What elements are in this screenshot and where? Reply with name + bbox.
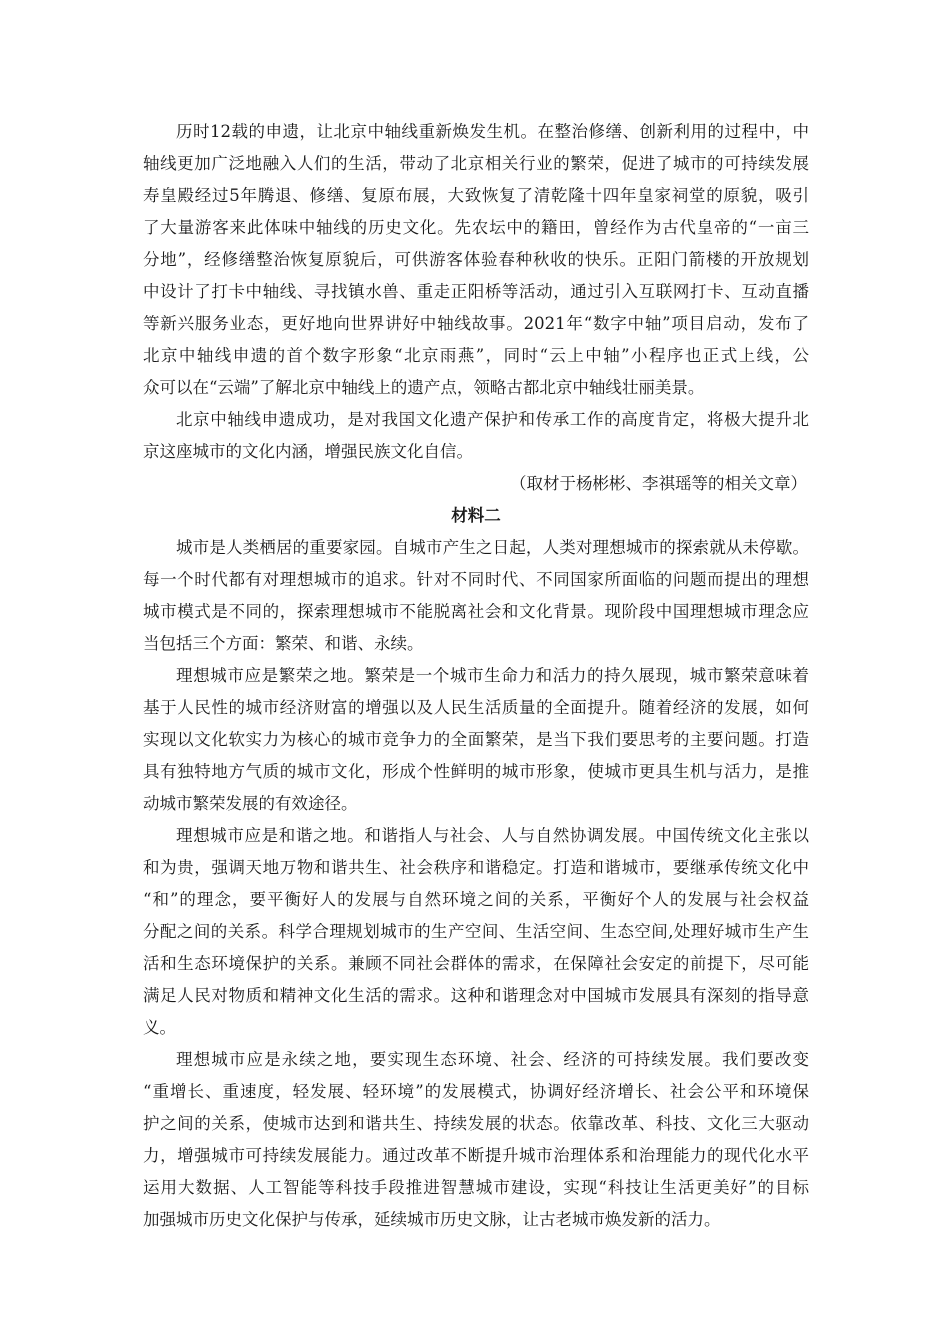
text-line: 护之间的关系，使城市达到和谐共生、持续发展的状态。依靠改革、科技、文化三大驱动 <box>143 1114 809 1133</box>
text-line: “和”的理念，要平衡好人的发展与自然环境之间的关系，平衡好个人的发展与社会权益 <box>143 890 809 909</box>
text-line: 满足人民对物质和精神文化生活的需求。这种和谐理念对中国城市发展具有深刻的指导意 <box>143 986 809 1005</box>
text-line: 理想城市应是永续之地，要实现生态环境、社会、经济的可持续发展。我们要改变 <box>176 1050 809 1069</box>
text-line: 基于人民性的城市经济财富的增强以及人民生活质量的全面提升。随着经济的发展，如何 <box>143 698 809 717</box>
text-line: 当包括三个方面：繁荣、和谐、永续。 <box>143 634 424 653</box>
text-line: 具有独特地方气质的城市文化，形成个性鲜明的城市形象，使城市更具生机与活力，是推 <box>143 762 809 781</box>
text-line: 理想城市应是繁荣之地。繁荣是一个城市生命力和活力的持久展现，城市繁荣意味着 <box>176 666 809 685</box>
text-line: 义。 <box>143 1018 176 1037</box>
text-line: 和为贵，强调天地万物和谐共生、社会秩序和谐稳定。打造和谐城市，要继承传统文化中 <box>143 858 809 877</box>
text-line: 历时12载的申遗，让北京中轴线重新焕发生机。在整治修缮、创新利用的过程中，中 <box>176 122 809 141</box>
text-line: 城市是人类栖居的重要家园。自城市产生之日起，人类对理想城市的探索就从未停歇。 <box>176 538 809 557</box>
text-line: 活和生态环境保护的关系。兼顾不同社会群体的需求，在保障社会安定的前提下，尽可能 <box>143 954 809 973</box>
paragraph <box>143 404 809 468</box>
text-line: 众可以在“云端”了解北京中轴线上的遗产点，领略古都北京中轴线壮丽美景。 <box>143 378 705 397</box>
paragraph <box>143 532 809 660</box>
text-line: 每一个时代都有对理想城市的追求。针对不同时代、不同国家所面临的问题而提出的理想 <box>143 570 809 589</box>
text-line: “重增长、重速度，轻发展、轻环境”的发展模式，协调好经济增长、社会公平和环境保 <box>143 1082 809 1101</box>
text-line: 轴线更加广泛地融入人们的生活，带动了北京相关行业的繁荣，促进了城市的可持续发展 <box>143 154 809 173</box>
text-line: 运用大数据、人工智能等科技手段推进智慧城市建设，实现“科技让生活更美好”的目标 <box>143 1178 809 1197</box>
text-line: 实现以文化软实力为核心的城市竞争力的全面繁荣，是当下我们要思考的主要问题。打造 <box>143 730 809 749</box>
text-line: 等新兴服务业态，更好地向世界讲好中轴线故事。2021年“数字中轴”项目启动，发布了 <box>143 314 809 333</box>
text-line: 了大量游客来此体味中轴线的历史文化。先农坛中的籍田，曾经作为古代皇帝的“一亩三 <box>143 218 809 237</box>
document-page <box>143 116 809 1236</box>
text-line: 京这座城市的文化内涵，增强民族文化自信。 <box>143 442 473 461</box>
text-line: 分地”，经修缮整治恢复原貌后，可供游客体验春种秋收的快乐。正阳门箭楼的开放规划 <box>143 250 809 269</box>
paragraph <box>143 1044 809 1236</box>
text-line: 分配之间的关系。科学合理规划城市的生产空间、生活空间、生态空间,处理好城市生产生 <box>143 922 809 941</box>
text-line: 理想城市应是和谐之地。和谐指人与社会、人与自然协调发展。中国传统文化主张以 <box>176 826 809 845</box>
section-heading: 材料二 <box>451 506 501 525</box>
text-line: 力，增强城市可持续发展能力。通过改革不断提升城市治理体系和治理能力的现代化水平 <box>143 1146 809 1165</box>
paragraph <box>143 660 809 820</box>
text-line: 中设计了打卡中轴线、寻找镇水兽、重走正阳桥等活动，通过引入互联网打卡、互动直播 <box>143 282 809 301</box>
paragraph <box>143 116 809 404</box>
text-line: 加强城市历史文化保护与传承，延续城市历史文脉，让古老城市焕发新的活力。 <box>143 1210 721 1229</box>
text-line: 城市模式是不同的，探索理想城市不能脱离社会和文化背景。现阶段中国理想城市理念应 <box>143 602 809 621</box>
text-line: 寿皇殿经过5年腾退、修缮、复原布展，大致恢复了清乾隆十四年皇家祠堂的原貌，吸引 <box>143 186 809 205</box>
text-line: 动城市繁荣发展的有效途径。 <box>143 794 358 813</box>
source-citation: （取材于杨彬彬、李祺瑶等的相关文章） <box>510 474 807 493</box>
text-line: 北京中轴线申遗的首个数字形象“北京雨燕”，同时“云上中轴”小程序也正式上线，公 <box>143 346 809 365</box>
paragraph <box>143 820 809 1044</box>
text-line: 北京中轴线申遗成功，是对我国文化遗产保护和传承工作的高度肯定，将极大提升北 <box>176 410 809 429</box>
